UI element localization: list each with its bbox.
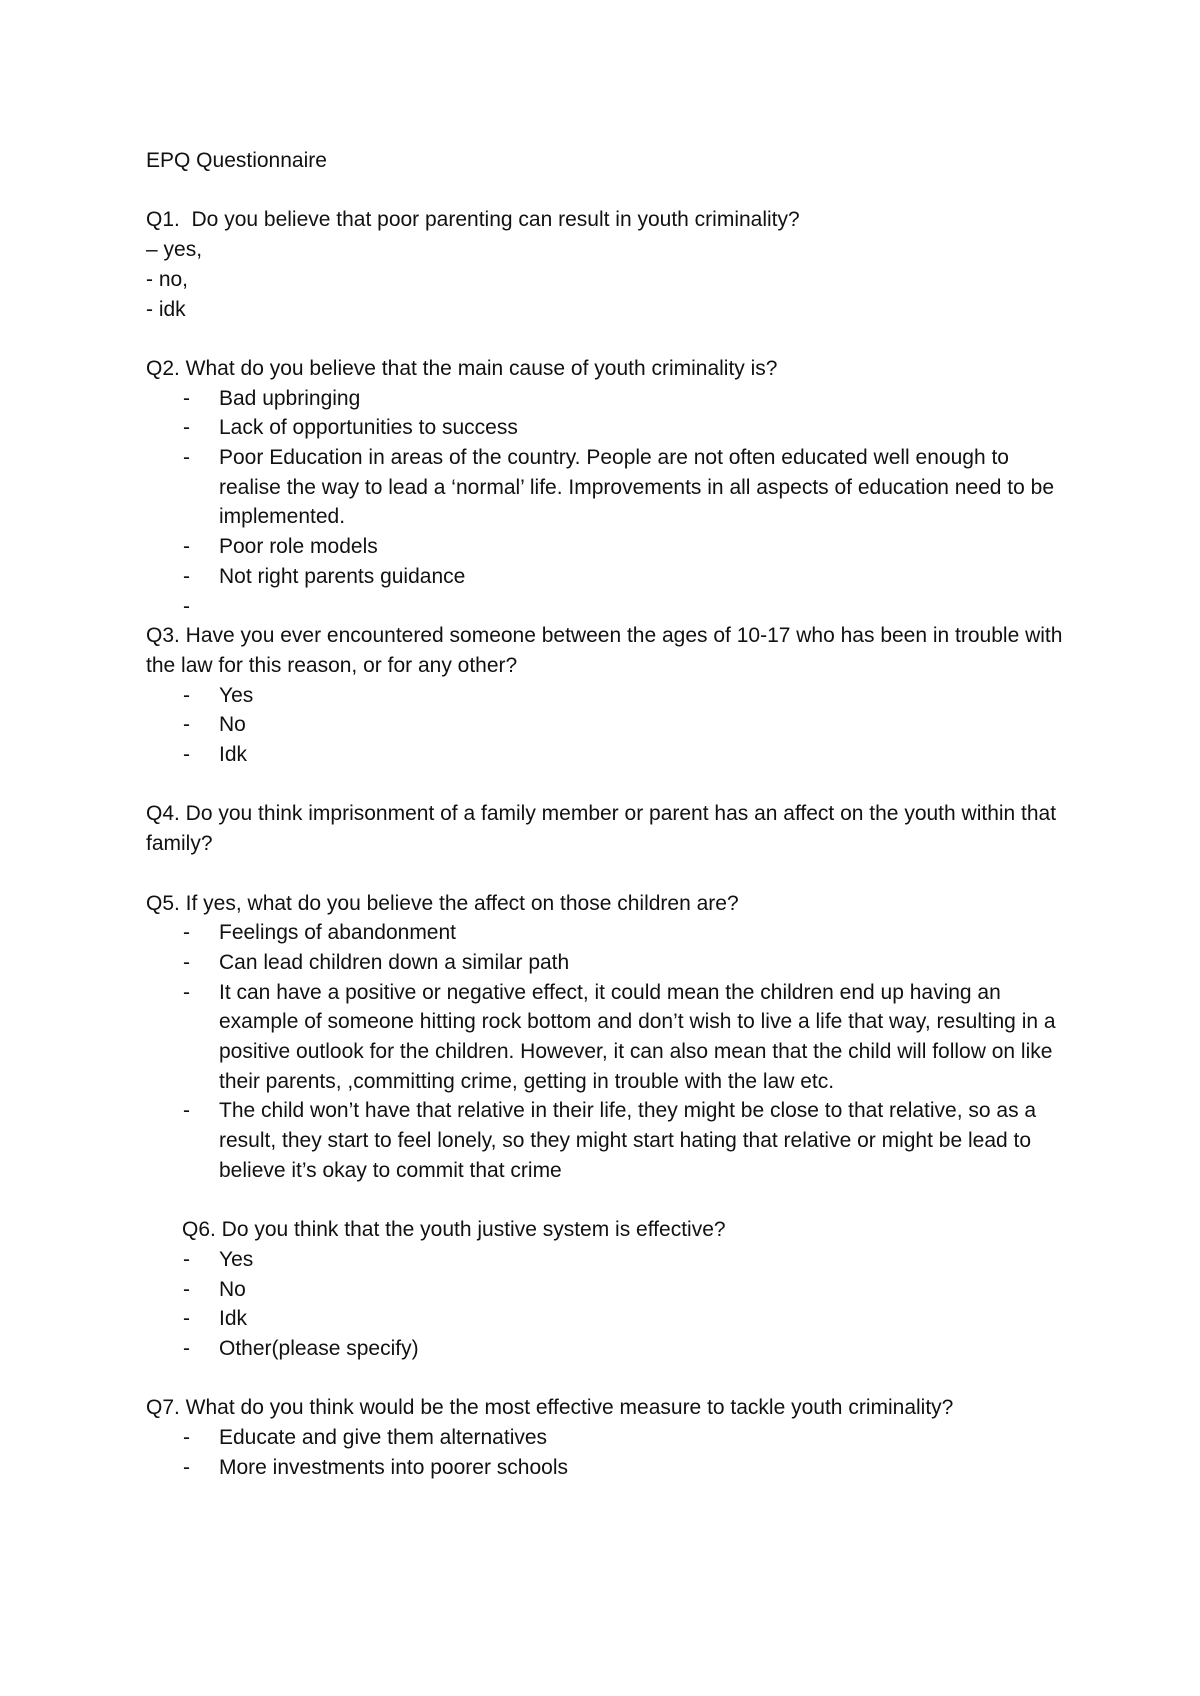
- list-item: [146, 413, 1076, 443]
- q2-question: Q2. What do you believe that the main cause of youth criminality is?: [146, 356, 778, 380]
- list-item: [146, 592, 1076, 622]
- q1-question: Q1. Do you believe that poor parenting can result in youth criminality?: [146, 208, 800, 232]
- bullet-dash: -: [183, 564, 190, 588]
- list-item: [146, 1334, 1076, 1364]
- q6-bullet-text: Idk: [219, 1307, 248, 1331]
- list-item: [146, 562, 1076, 592]
- q6-bullet-text: No: [219, 1277, 246, 1301]
- q2-bullet-text: Bad upbringing: [219, 386, 361, 410]
- bullet-dash: -: [183, 1307, 190, 1331]
- bullet-dash: -: [183, 1455, 190, 1479]
- q2-bullet-text: Lack of opportunities to success: [219, 416, 518, 440]
- q1-answer-no: - no,: [146, 267, 189, 291]
- q5-question: Q5. If yes, what do you believe the affect on those children are?: [146, 891, 739, 915]
- q3-bullet-list: [146, 681, 1076, 770]
- bullet-dash: -: [183, 1337, 190, 1361]
- bullet-dash: -: [183, 743, 190, 767]
- q5-bullet-text: Can lead children down a similar path: [219, 950, 570, 974]
- bullet-dash: -: [183, 416, 190, 440]
- q2-bullet-text: Poor role models: [219, 535, 378, 559]
- q4-question: Q4. Do you think imprisonment of a family member or parent has an affect on the youth within that family?: [146, 802, 1062, 856]
- bullet-dash: -: [183, 1247, 190, 1271]
- list-item: [146, 443, 1076, 532]
- list-item: [146, 532, 1076, 562]
- q5-bullet-text: The child won’t have that relative in their life, they might be close to that relative, so as a result, they start to feel lonely, so they might start hating that relative or might be lead to believe it’s okay to commit that crime: [219, 1099, 1037, 1182]
- q7-bullet-list: [146, 1423, 1076, 1482]
- bullet-dash: -: [183, 1426, 190, 1450]
- list-item: [146, 710, 1076, 740]
- q7-bullet-text: Educate and give them alternatives: [219, 1426, 548, 1450]
- bullet-dash: -: [183, 921, 190, 945]
- list-item: [146, 918, 1076, 948]
- list-item: [146, 1453, 1076, 1483]
- q3-bullet-text: Yes: [219, 683, 254, 707]
- document-page: [146, 146, 1076, 1483]
- q6-bullet-text: Other(please specify): [219, 1337, 419, 1361]
- document-title: EPQ Questionnaire: [146, 149, 327, 172]
- list-item: [146, 948, 1076, 978]
- q3-bullet-text: No: [219, 713, 246, 737]
- list-item: [146, 978, 1076, 1097]
- q3-question: Q3. Have you ever encountered someone between the ages of 10-17 who has been in trouble with the law for this reason, or for any other?: [146, 624, 1069, 677]
- bullet-dash: -: [183, 713, 190, 737]
- bullet-dash: -: [183, 535, 190, 559]
- bullet-dash: -: [183, 594, 190, 618]
- list-item: [146, 681, 1076, 711]
- bullet-dash: -: [183, 386, 190, 410]
- bullet-dash: -: [183, 950, 190, 974]
- q5-bullet-text: Feelings of abandonment: [219, 921, 456, 945]
- list-item: [146, 1275, 1076, 1305]
- bullet-dash: -: [183, 446, 190, 469]
- list-item: [146, 740, 1076, 770]
- list-item: [146, 1245, 1076, 1275]
- list-item: [146, 1304, 1076, 1334]
- bullet-dash: -: [183, 683, 190, 707]
- q1-answer-yes: – yes,: [146, 238, 203, 262]
- q2-bullet-text: Poor Education in areas of the country. People are not often educated well enough to realise the way to lead a ‘normal’ life. Improvements in all aspects of education need to be implemented.: [219, 446, 1055, 529]
- bullet-dash: -: [183, 980, 190, 1004]
- q5-bullet-list: [146, 918, 1076, 1185]
- q6-bullet-text: Yes: [219, 1247, 254, 1271]
- q2-bullet-text: Not right parents guidance: [219, 564, 466, 588]
- list-item: [146, 384, 1076, 414]
- bullet-dash: -: [183, 1277, 190, 1301]
- q5-bullet-text: It can have a positive or negative effect, it could mean the children end up having an example of someone hitting rock bottom and don’t wish to live a life that way, resulting in a positive outlook for the children. However, it can also mean that the child will follow on like their parents, ,committing crime, getting in trouble with the law etc.: [219, 980, 1056, 1093]
- bullet-dash: -: [183, 1099, 190, 1123]
- q6-bullet-list: [146, 1245, 1076, 1364]
- q1-answer-idk: - idk: [146, 297, 186, 321]
- q2-bullet-list: [146, 384, 1076, 622]
- q3-bullet-text: Idk: [219, 743, 248, 767]
- q7-question: Q7. What do you think would be the most effective measure to tackle youth criminality?: [146, 1396, 954, 1420]
- q7-bullet-text: More investments into poorer schools: [219, 1455, 568, 1479]
- list-item: [146, 1423, 1076, 1453]
- q6-question: Q6. Do you think that the youth justive system is effective?: [182, 1218, 726, 1242]
- list-item: [146, 1096, 1076, 1185]
